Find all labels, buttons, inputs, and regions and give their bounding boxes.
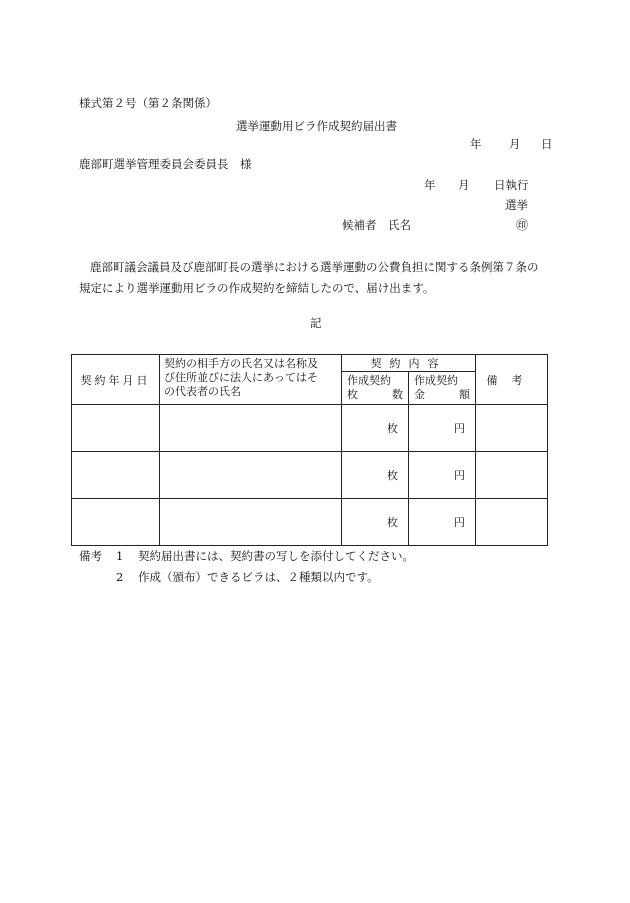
cell-date[interactable] — [72, 405, 160, 452]
header-remarks: 備考 — [476, 355, 548, 405]
candidate-name-label: 氏名 — [388, 218, 411, 232]
election-day: 日執行 — [494, 178, 529, 192]
body-line-1: 鹿部町議会議員及び鹿部町長の選挙における選挙運動の公費負担に関する条例第７条の — [90, 260, 539, 274]
submission-day: 日 — [541, 137, 553, 151]
cell-remarks[interactable] — [476, 452, 548, 499]
header-sheet-count: 作成契約 枚 数 — [342, 372, 409, 405]
submission-year: 年 — [470, 137, 482, 151]
note-text: 作成（頒布）できるビラは、２種類以内です。 — [138, 570, 379, 584]
addressee: 鹿部町選挙管理委員会委員長 様 — [79, 157, 252, 171]
note-number: 1 — [116, 549, 124, 563]
election-year: 年 — [424, 178, 436, 192]
header-contract-party: 契約の相手方の氏名又は名称及 び住所並びに法人にあってはそ の代表者の氏名 — [160, 355, 342, 405]
body-line-2: 規定により選挙運動用ビラの作成契約を締結したので、届け出ます。 — [79, 281, 435, 295]
table-row — [72, 499, 548, 546]
cell-party[interactable] — [160, 405, 342, 452]
table-row — [72, 452, 548, 499]
submission-month: 月 — [509, 137, 521, 151]
cell-remarks[interactable] — [476, 499, 548, 546]
election-month: 月 — [458, 178, 470, 192]
candidate-label: 候補者 — [342, 218, 377, 232]
note-text: 契約届出書には、契約書の写しを添付してください。 — [138, 549, 414, 563]
election-label: 選挙 — [505, 198, 528, 212]
header-contract-date: 契約年月日 — [72, 355, 160, 405]
cell-party[interactable] — [160, 499, 342, 546]
document-title: 選挙運動用ビラ作成契約届出書 — [236, 119, 397, 133]
cell-date[interactable] — [72, 499, 160, 546]
form-number: 様式第２号（第２条関係） — [79, 96, 217, 110]
cell-amount[interactable]: 円 — [409, 452, 476, 499]
header-contract-content: 契約内容 — [342, 355, 476, 372]
cell-sheets[interactable]: 枚 — [342, 499, 409, 546]
ki-heading: 記 — [310, 316, 322, 330]
note-number: 2 — [116, 570, 124, 584]
cell-sheets[interactable]: 枚 — [342, 452, 409, 499]
seal-mark: ㊞ — [516, 218, 529, 232]
cell-amount[interactable]: 円 — [409, 499, 476, 546]
contract-table — [71, 354, 548, 546]
cell-party[interactable] — [160, 452, 342, 499]
cell-date[interactable] — [72, 452, 160, 499]
body-paragraph — [79, 257, 549, 299]
table-row — [72, 405, 548, 452]
notes-label: 備考 — [79, 549, 102, 563]
header-contract-amount: 作成契約 金 額 — [409, 372, 476, 405]
cell-sheets[interactable]: 枚 — [342, 405, 409, 452]
cell-amount[interactable]: 円 — [409, 405, 476, 452]
cell-remarks[interactable] — [476, 405, 548, 452]
